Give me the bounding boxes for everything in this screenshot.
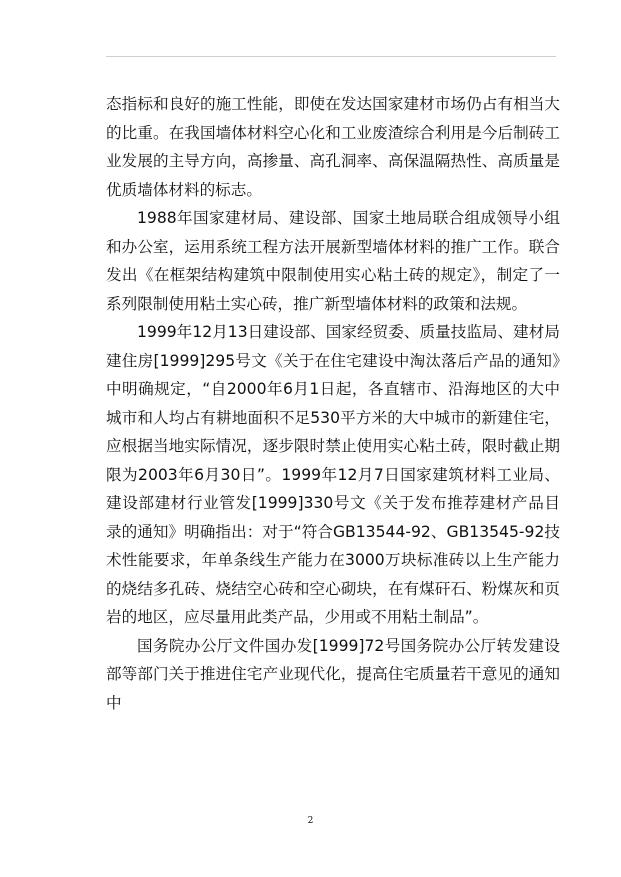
paragraph-4: 国务院办公厅文件国办发[1999]72号国务院办公厅转发建设部等部门关于推进住宅产业现代化，提高住宅质量若干意见的通知中 [106, 636, 560, 712]
page-number: 2 [307, 816, 314, 826]
paragraph-2: 1988年国家建材局、建设部、国家土地局联合组成领导小组和办公室，运用系统工程方法开展新型墙体材料的推广工作。联合发出《在框架结构建筑中限制使用实心粘土砖的规定》，制定了一系列限制使用粘土实心砖，推广新型墙体材料的政策和法规。 [106, 209, 560, 313]
document-body [106, 90, 560, 717]
header-rule [106, 56, 556, 57]
paragraph-3: 1999年12月13日建设部、国家经贸委、质量技监局、建材局建住房[1999]295号文《关于在住宅建设中淘汰落后产品的通知》中明确规定，“自2000年6月1日起，各直辖市、沿海地区的大中城市和人均占有耕地面积不足530平方米的大中城市的新建住宅，应根据当地实际情况，逐步限时禁止使用实心粘土砖，限时截止期限为2003年6月30日”。1999年12月7日国家建筑材料工业局、建设部建材行业管发[1999]330号文《关于发布推荐建材产品目录的通知》明确指出：对于“符合GB13544-92、GB13545-92技术性能要求，年单条线生产能力在3000万块标准砖以上生产能力的烧结多孔砖、烧结空心砖和空心砌块，在有煤矸石、粉煤灰和页岩的地区，应尽量用此类产品，少用或不用粘土制品”。 [106, 323, 560, 626]
paragraph-1: 态指标和良好的施工性能，即使在发达国家建材市场仍占有相当大的比重。在我国墙体材料空心化和工业废渣综合利用是今后制砖工业发展的主导方向，高掺量、高孔洞率、高保温隔热性、高质量是优质墙体材料的标志。 [106, 95, 560, 199]
